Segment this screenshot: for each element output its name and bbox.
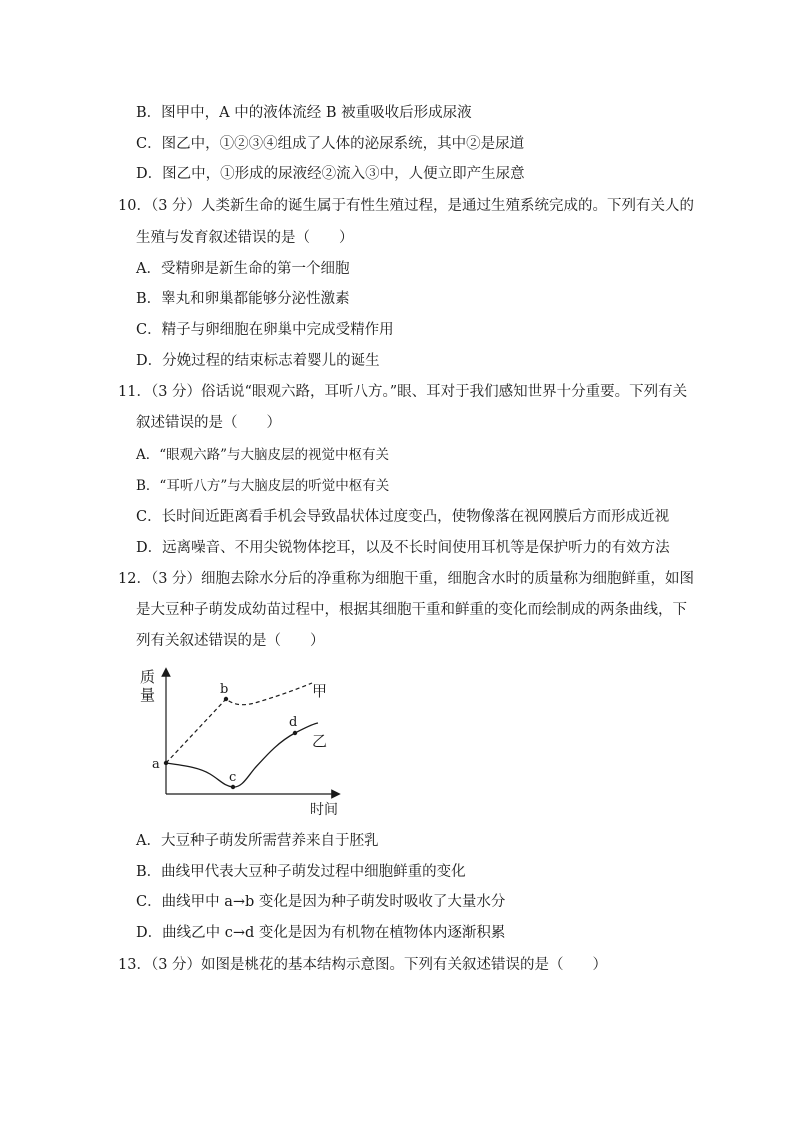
point-b [224, 697, 228, 701]
q13-stem-line1: 13．（3 分）如图是桃花的基本结构示意图。下列有关叙述错误的是（ ） [118, 957, 608, 973]
q10-option-d: D．分娩过程的结束标志着婴儿的诞生 [136, 353, 380, 369]
q12-stem-line2: 是大豆种子萌发成幼苗过程中，根据其细胞干重和鲜重的变化而绘制成的两条曲线，下 [136, 602, 687, 618]
q11-option-d: D．远离噪音、不用尖锐物体挖耳，以及不长时间使用耳机等是保护听力的有效方法 [136, 540, 670, 556]
point-d [293, 731, 297, 735]
q12-stem-line3: 列有关叙述错误的是（ ） [136, 633, 325, 649]
mass-time-graph [140, 662, 350, 822]
q12-stem-line1: 12．（3 分）细胞去除水分后的净重称为细胞干重，细胞含水时的质量称为细胞鲜重，如图 [118, 571, 695, 587]
q10-option-b: B．睾丸和卵巢都能够分泌性激素 [136, 291, 350, 307]
label-d: d [289, 715, 298, 730]
label-a: a [152, 757, 160, 772]
q11-option-a: A．“眼观六路”与大脑皮层的视觉中枢有关 [136, 447, 390, 463]
q11-stem-line2: 叙述错误的是（ ） [136, 415, 281, 431]
point-a [164, 761, 168, 765]
q10-stem-line1: 10．（3 分）人类新生命的诞生属于有性生殖过程，是通过生殖系统完成的。下列有关人的 [118, 198, 695, 214]
q10-stem-line2: 生殖与发育叙述错误的是（ ） [136, 230, 354, 246]
y-axis-label-1: 质 [140, 668, 156, 686]
x-axis-label: 时间 [310, 802, 338, 818]
q11-option-c: C．长时间近距离看手机会导致晶状体过度变凸，使物像落在视网膜后方而形成近视 [136, 509, 670, 525]
q11-option-b: B．“耳听八方”与大脑皮层的听觉中枢有关 [136, 478, 390, 494]
q9-option-d: D．图乙中，①形成的尿液经②流入③中，人便立即产生尿意 [136, 166, 525, 182]
q12-option-b: B．曲线甲代表大豆种子萌发过程中细胞鲜重的变化 [136, 864, 466, 880]
label-c: c [229, 770, 237, 785]
q10-option-a: A．受精卵是新生命的第一个细胞 [136, 261, 350, 277]
point-c [231, 785, 235, 789]
q9-option-c: C．图乙中，①②③④组成了人体的泌尿系统，其中②是尿道 [136, 136, 525, 152]
q12-option-c: C．曲线甲中 a→b 变化是因为种子萌发时吸收了大量水分 [136, 894, 506, 910]
curve-label-yi: 乙 [312, 732, 328, 750]
curve-label-jia: 甲 [312, 682, 328, 700]
q12-option-d: D．曲线乙中 c→d 变化是因为有机物在植物体内逐渐积累 [136, 925, 506, 941]
q10-option-c: C．精子与卵细胞在卵巢中完成受精作用 [136, 322, 394, 338]
q9-option-b: B．图甲中，A 中的液体流经 B 被重吸收后形成尿液 [136, 105, 472, 121]
y-axis-label-2: 量 [140, 686, 156, 704]
q12-option-a: A．大豆种子萌发所需营养来自于胚乳 [136, 833, 379, 849]
q11-stem-line1: 11．（3 分）俗话说“眼观六路，耳听八方。”眼、耳对于我们感知世界十分重要。下列有关 [118, 384, 688, 400]
label-b: b [220, 682, 229, 697]
